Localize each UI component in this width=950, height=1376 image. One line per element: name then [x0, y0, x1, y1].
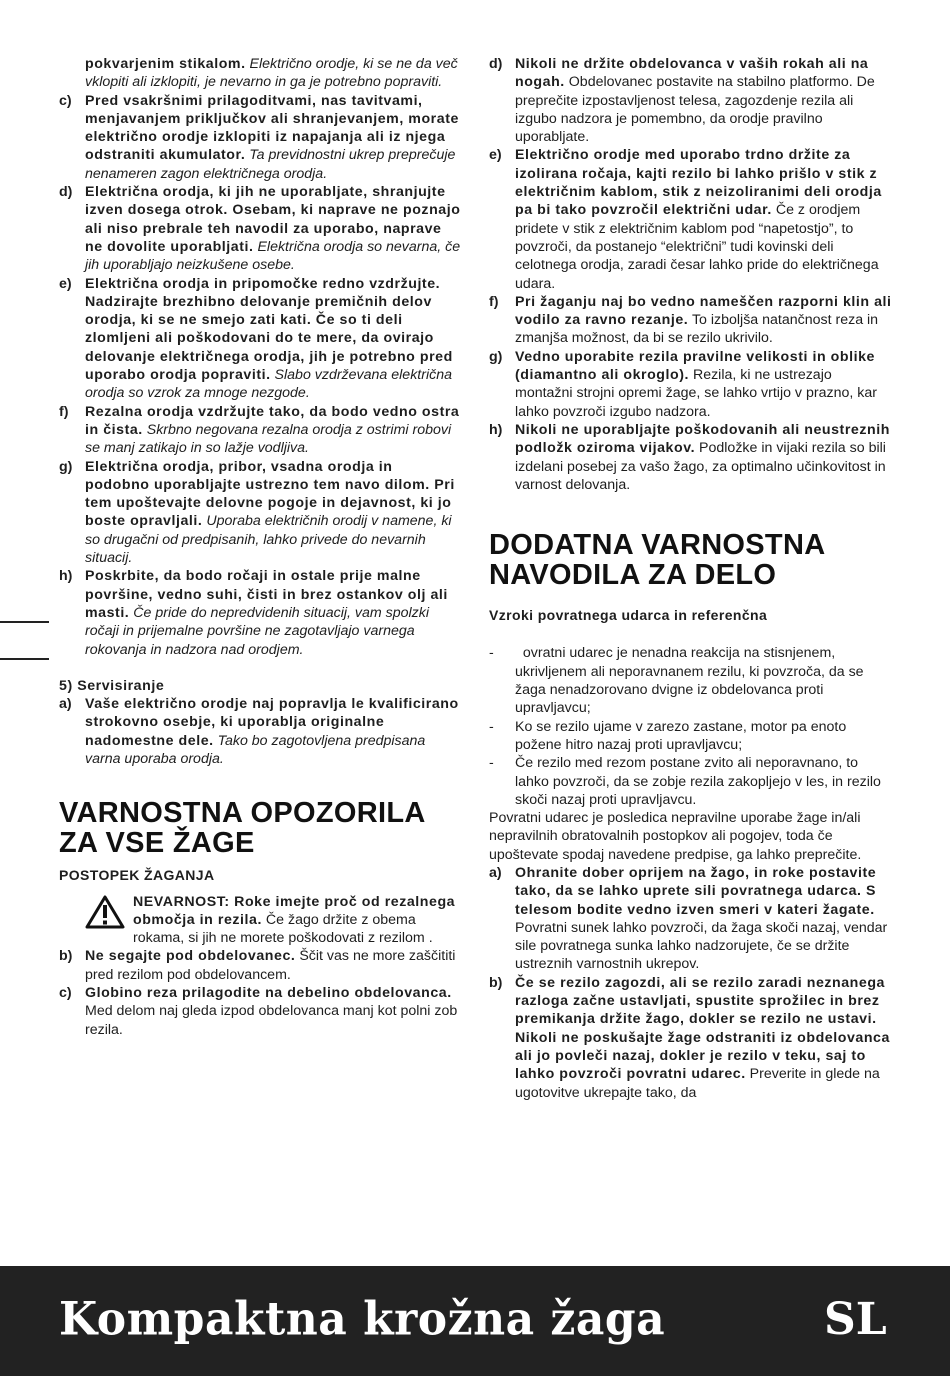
item-bold: Električna orodja, ki jih ne uporabljate, shranjujte izven dosega otrok. Osebam, ki naprave ne poznajo ali niso prebrale teh navodil za uporabo, naprave ne dovolite uporabljati.	[85, 184, 461, 255]
item-text: Med delom naj gleda izpod obdelovanca manj kot polni zob rezila.	[85, 1003, 458, 1038]
bullet-item	[489, 754, 893, 809]
list-item-d	[59, 183, 461, 274]
intro-paragraph	[59, 55, 461, 92]
margin-rule	[0, 658, 49, 660]
item-bold: Globino reza prilagodite na debelino obdelovanca.	[85, 985, 452, 1002]
item-bold: Pred vsakršnimi prilagoditvami, nas tavitvami, menjavanjem priključkov ali shranjevanjem, morate električno orodje izklopiti iz napajanja ali iz njega odstraniti akumulator.	[85, 92, 459, 164]
bullet-dash: -	[489, 718, 494, 735]
item-bold: Električna orodja in pripomočke redno vzdržujte. Nadzirajte brezhibno delovanje premičnih delov orodja, ki se ne smejo zati kati. Če so ti deli zlomljeni ali poškodovani do te mere, da ovirajo delovanje električnega orodja, jih je potrebno pred uporabo orodja popraviti.	[85, 275, 453, 384]
bullet-text: Če rezilo med rezom postane zvito ali neporavnano, to lahko povzroči, da se zobje rezila zakopljejo v les, in rezilo skoči nazaj proti upravljavcu.	[515, 755, 881, 808]
item-bold: Električna orodja, pribor, vsadna orodja in podobno uporabljajte ustrezno tem navo dilom. Pri tem upoštevajte delovne pogoje in dejavnost, ki jo boste opravljali.	[85, 458, 455, 530]
kickback-paragraph: Povratni udarec je posledica nepravilne uporabe žage in/ali nepravilnih obratovalnih postopkov ali pogojev, toda če upoštevate spodaj navedene predpise, ga lahko preprečite.	[489, 810, 862, 863]
list-item-f	[59, 403, 461, 458]
saw-item-c	[59, 984, 461, 1039]
footer-bar	[0, 1266, 950, 1376]
item-bold: Vaše električno orodje naj popravlja le kvalificirano strokovno osebje, ki uporablja originalne nadomestne dele.	[85, 696, 459, 749]
item-label: c)	[59, 985, 72, 1002]
bullet-item	[489, 718, 893, 755]
item-text: Tako bo zagotovljena predpisana varna uporaba orodja.	[85, 732, 426, 767]
language-code: SL	[824, 1294, 887, 1345]
item-label: h)	[59, 568, 73, 585]
sub-heading-cutting: POSTOPEK ŽAGANJA	[59, 867, 215, 884]
kickback-item-b	[489, 974, 893, 1102]
danger-warning	[59, 893, 461, 948]
warning-triangle-icon	[85, 895, 125, 929]
list-item-d	[489, 55, 893, 146]
left-column	[59, 55, 461, 1039]
servicing-heading: 5) Servisiranje	[59, 677, 165, 694]
kickback-item-a	[489, 864, 893, 974]
bullet-item	[489, 644, 893, 717]
item-text: To izboljša natančnost reza in zmanjša možnost, da bi se rezilo ukrivilo.	[515, 312, 879, 347]
item-text: Če z orodjem pridete v stik z električnim kablom pod “napetostjo”, to povzroči, da postanejo “električni” tudi kovinski deli celotnega orodja, zaradi česar lahko pride do električnega udara.	[515, 202, 879, 292]
section-heading-additional: DODATNA VARNOSTNA NAVODILA ZA DELO	[489, 529, 825, 592]
warning-text: Če žago držite z obema rokama, si jih ne morete poškodovati z rezilom .	[133, 911, 433, 947]
item-bold: Ohranite dober oprijem na žago, in roke postavite tako, da se lahko uprete sili povratnega udarca. S telesom bodite vedno izven smeri v kateri žagate.	[515, 864, 877, 918]
list-item-e	[489, 146, 893, 292]
item-label: g)	[59, 458, 73, 475]
item-text: Slabo vzdrževana električna orodja so vzrok za mnoge nezgode.	[85, 367, 452, 402]
margin-rule	[0, 621, 49, 623]
saw-item-b	[59, 947, 461, 984]
bullet-dash: -	[489, 645, 494, 662]
item-text: Ščit vas ne more zaščititi pred rezilom pod obdelovancem.	[85, 948, 456, 983]
servicing-item-a	[59, 695, 461, 768]
item-label: d)	[59, 184, 73, 201]
list-item-g	[489, 348, 893, 421]
sub-heading-kickback: Vzroki povratnega udarca in referenčna	[489, 607, 768, 624]
list-item-h	[489, 421, 893, 494]
item-text: Ta previdnostni ukrep preprečuje nenameren zagon električnega orodja.	[85, 147, 456, 182]
item-label: d)	[489, 56, 503, 72]
item-label: f)	[489, 293, 499, 310]
item-label: a)	[59, 696, 72, 713]
item-bold: Poskrbite, da bodo ročaji in ostale prije malne površine, vedno suhi, čisti in brez ostankov olj ali masti.	[85, 568, 448, 621]
item-text: Skrbno negovana rezalna orodja z ostrimi robovi se manj zatikajo in so lažje vodljiva.	[85, 421, 452, 457]
list-item-h	[59, 567, 461, 658]
item-text: Električna orodja so nevarna, če jih uporabljajo neizkušene osebe.	[85, 238, 461, 274]
item-bold: Nikoli ne uporabljajte poškodovanih ali neustreznih podložk oziroma vijakov.	[515, 421, 890, 457]
item-label: e)	[59, 275, 72, 292]
warning-bold: NEVARNOST: Roke imejte proč od rezalnega območja in rezila.	[133, 893, 456, 928]
bullet-text: Ko se rezilo ujame v zarezo zastane, motor pa enoto požene hitro nazaj proti upravljavcu;	[515, 718, 847, 753]
footer-title: Kompaktna krožna žaga	[59, 1292, 666, 1347]
bullet-dash: -	[489, 755, 494, 772]
item-text: Podložke in vijaki rezila so bili izdelani posebej za vašo žago, za optimalno učinkovitost in varnost delovanja.	[515, 440, 886, 493]
item-label: b)	[59, 948, 73, 965]
item-label: c)	[59, 92, 72, 109]
intro-text: Električno orodje, ki se ne da več vklopiti ali izklopiti, je nevarno in ga je potrebno popraviti.	[85, 56, 458, 91]
item-bold: Pri žaganju naj bo vedno nameščen razporni klin ali vodilo za ravno rezanje.	[515, 293, 892, 329]
right-column	[489, 55, 893, 1102]
list-item-c	[59, 92, 461, 183]
item-label: e)	[489, 147, 502, 164]
item-label: f)	[59, 403, 69, 420]
item-label: g)	[489, 348, 503, 365]
section-heading-all-saws: VARNOSTNA OPOZORILA ZA VSE ŽAGE	[59, 797, 425, 860]
item-text: Povratni sunek lahko povzroči, da žaga skoči nazaj, vendar sile povratnega sunka lahko nadzorujete, če se držite ustreznih varnostnih ukrepov.	[515, 919, 888, 973]
item-text: Če pride do nepredvidenih situacij, vam spolzki ročaji in prijemalne površine ne zagotavljajo varnega rokovanja in nadzora nad orodjem.	[85, 604, 429, 658]
item-text: Obdelovanec postavite na stabilno platformo. De preprečite izpostavljenost telesa, zagozdenje rezila ali izgubo nadzora je pomembno, da orodje pravilno uporabljate.	[515, 74, 875, 146]
item-label: h)	[489, 421, 503, 438]
item-text: Uporaba električnih orodij v namene, ki so drugačni od predpisanih, lahko privede do nevarnih situacij.	[85, 513, 452, 567]
item-bold: Električno orodje med uporabo trdno držite za izolirana ročaja, kajti rezilo bi lahko prišlo v stik z električnim kablom, stik z neizoliranimi deli orodja pa bi tako povzročil električni udar.	[515, 147, 882, 219]
item-text: Rezila, ki ne ustrezajo montažni strojni opremi žage, se lahko vrtijo v prazno, kar lahko povzroči izgubo nadzora.	[515, 367, 877, 420]
item-bold: Rezalna orodja vzdržujte tako, da bodo vedno ostra in čista.	[85, 403, 460, 438]
item-bold: Nikoli ne držite obdelovanca v vaših rokah ali na nogah.	[515, 56, 869, 91]
list-item-e	[59, 275, 461, 403]
bullet-text: ovratni udarec je nenadna reakcija na stisnjenem, ukrivljenem ali neporavnanem rezilu, ki povzroča, da se žaga nenadzorovano dvigne iz obdelovanca proti upravljavcu;	[515, 645, 868, 717]
item-bold: Če se rezilo zagozdi, ali se rezilo zaradi neznanega razloga začne ustavljati, spustite sprožilec in brez premikanja držite žago, dokler se rezilo ne ustavi. Nikoli ne poskušajte žage odstraniti iz obdelovanca ali jo povleči nazaj, dokler je rezilo v teku, saj to lahko povzroči povratni udarec.	[515, 974, 890, 1083]
list-item-g	[59, 458, 461, 568]
item-label: b)	[489, 974, 503, 991]
intro-bold: pokvarjenim stikalom.	[85, 56, 246, 72]
item-text: Preverite in glede na ugotovitve ukrepajte tako, da	[515, 1066, 880, 1101]
item-bold: Vedno uporabite rezila pravilne velikosti in oblike (diamantno ali okroglo).	[515, 348, 875, 384]
item-bold: Ne segajte pod obdelovanec.	[85, 948, 296, 965]
item-label: a)	[489, 864, 502, 881]
list-item-f	[489, 293, 893, 348]
